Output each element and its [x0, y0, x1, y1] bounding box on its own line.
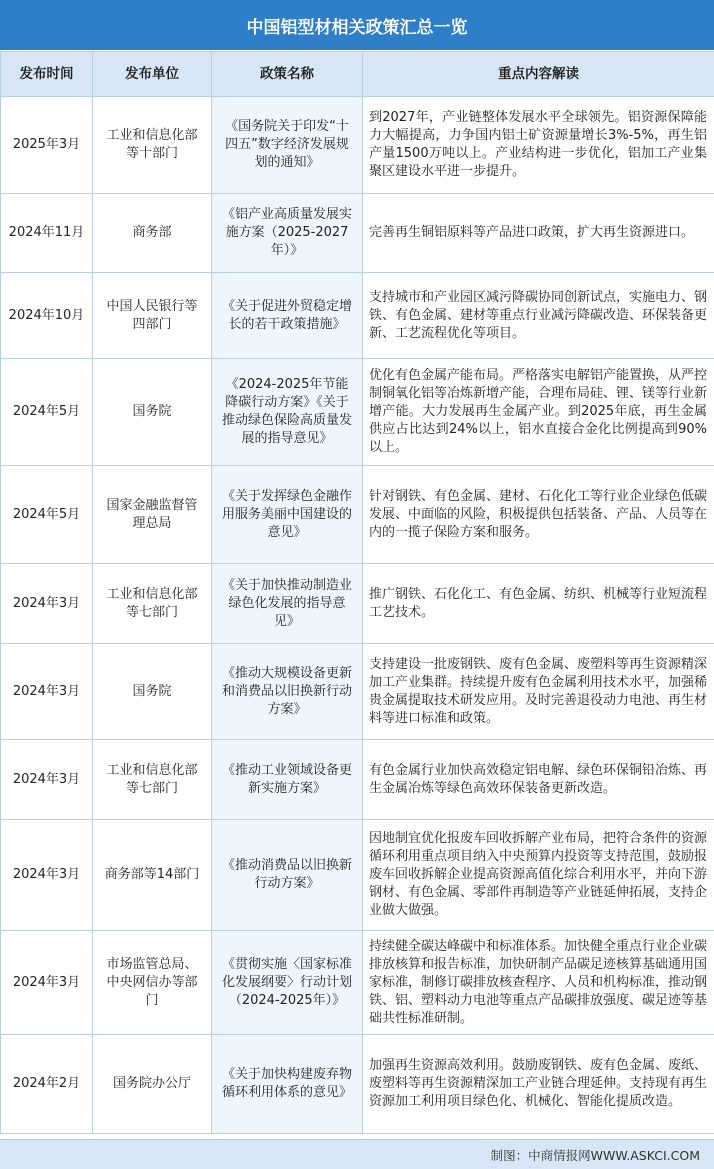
header-content: 重点内容解读 — [363, 52, 714, 97]
cell-content: 到2027年，产业链整体发展水平全球领先。铝资源保障能力大幅提高，力争国内铝土矿资源量增长3%-5%，再生铝产量1500万吨以上。产业结构进一步优化，铝加工产业集聚区建设水平进一步提升。 — [363, 97, 714, 194]
cell-policy: 《关于加快构建废弃物循环利用体系的意见》 — [212, 1035, 363, 1134]
cell-unit: 工业和信息化部等十部门 — [93, 97, 212, 194]
cell-unit: 商务部等14部门 — [93, 820, 212, 931]
cell-policy: 《关于发挥绿色金融作用服务美丽中国建设的意见》 — [212, 466, 363, 564]
header-unit: 发布单位 — [93, 52, 212, 97]
cell-unit: 国务院 — [93, 359, 212, 466]
cell-date: 2024年5月 — [1, 466, 93, 564]
cell-policy: 《推动工业领域设备更新实施方案》 — [212, 740, 363, 820]
cell-policy: 《2024-2025年节能降碳行动方案》《关于推动绿色保险高质量发展的指导意见》 — [212, 359, 363, 466]
cell-unit: 国务院 — [93, 644, 212, 740]
cell-content: 有色金属行业加快高效稳定铝电解、绿色环保铜铅冶炼、再生金属冶炼等绿色高效环保装备更新改造。 — [363, 740, 714, 820]
table-row — [1, 466, 714, 564]
cell-policy: 《推动消费品以旧换新行动方案》 — [212, 820, 363, 931]
cell-unit: 中国人民银行等四部门 — [93, 273, 212, 359]
table-row — [1, 644, 714, 740]
cell-unit: 市场监管总局、中央网信办等部门 — [93, 931, 212, 1035]
cell-policy: 《铝产业高质量发展实施方案（2025-2027年）》 — [212, 194, 363, 273]
cell-date: 2024年3月 — [1, 820, 93, 931]
cell-content: 支持建设一批废钢铁、废有色金属、废塑料等再生资源精深加工产业集群。持续提升废有色金属利用技术水平，加强稀贵金属提取技术研发应用。及时完善退役动力电池、再生材料等进口标准和政策。 — [363, 644, 714, 740]
cell-unit: 商务部 — [93, 194, 212, 273]
table-header-row — [1, 52, 714, 97]
table-row — [1, 931, 714, 1035]
cell-content: 推广钢铁、石化化工、有色金属、纺织、机械等行业短流程工艺技术。 — [363, 564, 714, 644]
source-credit: 制图：中商情报网WWW.ASKCI.COM — [490, 1147, 700, 1163]
cell-date: 2024年3月 — [1, 931, 93, 1035]
cell-date: 2025年3月 — [1, 97, 93, 194]
cell-unit: 工业和信息化部等七部门 — [93, 740, 212, 820]
cell-policy: 《关于促进外贸稳定增长的若干政策措施》 — [212, 273, 363, 359]
table-row — [1, 359, 714, 466]
cell-date: 2024年2月 — [1, 1035, 93, 1134]
cell-policy: 《国务院关于印发“十四五”数字经济发展规划的通知》 — [212, 97, 363, 194]
header-date: 发布时间 — [1, 52, 93, 97]
cell-date: 2024年11月 — [1, 194, 93, 273]
table-row — [1, 820, 714, 931]
table-row — [1, 740, 714, 820]
cell-policy: 《关于加快推动制造业绿色化发展的指导意见》 — [212, 564, 363, 644]
cell-content: 支持城市和产业园区减污降碳协同创新试点，实施电力、钢铁、有色金属、建材等重点行业减污降碳改造、环保装备更新、工艺流程优化等项目。 — [363, 273, 714, 359]
table-row — [1, 97, 714, 194]
cell-content: 完善再生铜铝原料等产品进口政策，扩大再生资源进口。 — [363, 194, 714, 273]
table-row — [1, 1035, 714, 1134]
cell-content: 持续健全碳达峰碳中和标准体系。加快健全重点行业企业碳排放核算和报告标准，加快研制产品碳足迹核算基础通用国家标准，制修订碳排放核查程序、人员和机构标准，推动钢铁、铝、塑料动力电池等重点产品碳排放强度、碳足迹等基础共性标准研制。 — [363, 931, 714, 1035]
cell-date: 2024年3月 — [1, 564, 93, 644]
cell-content: 因地制宜优化报废车回收拆解产业布局，把符合条件的资源循环利用重点项目纳入中央预算内投资等支持范围，鼓励报废车回收拆解企业提高资源高值化综合利用水平，并向下游钢材、有色金属、零部件再制造等产业链延伸拓展，支持企业做大做强。 — [363, 820, 714, 931]
cell-unit: 工业和信息化部等七部门 — [93, 564, 212, 644]
source-footer — [0, 1139, 714, 1169]
cell-policy: 《推动大规模设备更新和消费品以旧换新行动方案》 — [212, 644, 363, 740]
cell-unit: 国家金融监督管理总局 — [93, 466, 212, 564]
table-row — [1, 273, 714, 359]
header-policy: 政策名称 — [212, 52, 363, 97]
cell-content: 加强再生资源高效利用。鼓励废钢铁、废有色金属、废纸、废塑料等再生资源精深加工产业链合理延伸。支持现有再生资源加工利用项目绿色化、机械化、智能化提质改造。 — [363, 1035, 714, 1134]
cell-date: 2024年10月 — [1, 273, 93, 359]
cell-policy: 《贯彻实施〈国家标准化发展纲要〉行动计划（2024-2025年）》 — [212, 931, 363, 1035]
cell-date: 2024年5月 — [1, 359, 93, 466]
cell-content: 优化有色金属产能布局。严格落实电解铝产能置换，从严控制铜氧化铝等冶炼新增产能，合理布局硅、锂、镁等行业新增产能。大力发展再生金属产业。到2025年底，再生金属供应占比达到24%以上，铝水直接合金化比例提高到90%以上。 — [363, 359, 714, 466]
page-title: 中国铝型材相关政策汇总一览 — [0, 0, 714, 51]
cell-content: 针对钢铁、有色金属、建材、石化化工等行业企业绿色低碳发展、中面临的风险，积极提供包括装备、产品、人员等在内的一揽子保险方案和服务。 — [363, 466, 714, 564]
cell-date: 2024年3月 — [1, 644, 93, 740]
cell-unit: 国务院办公厅 — [93, 1035, 212, 1134]
table-row — [1, 564, 714, 644]
table-row — [1, 194, 714, 273]
policy-table — [0, 51, 714, 1134]
cell-date: 2024年3月 — [1, 740, 93, 820]
